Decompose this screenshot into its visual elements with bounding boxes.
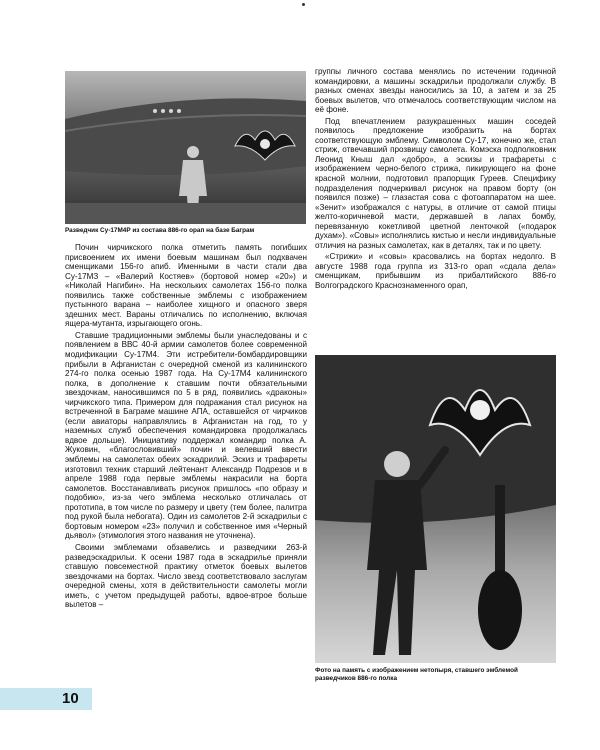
aircraft-photo-top-image — [65, 71, 306, 224]
text-column-left — [65, 243, 307, 612]
aircraft-photo-top — [65, 71, 306, 224]
photo-caption-bottom: Фото на память с изображением нетопыря, ставшего эмблемой разведчиков 886-го полка — [315, 667, 518, 682]
paragraph: Почин чирчикского полка отметить память погибших присвоением их имени боевым машинам был подхвачен сменщиками 156-го апиб. Именными в части стали два Су-17МЗ – «Валерий Костяев» (бортовой номер «20») и «Николай Нагибин». На нескольких самолетах 156-го полка появились также собственные эмблемы с изображением пустынного варана – наиболее хищного и опасного зверя здешних мест. Вараны отличались по исполнению, включая ящера-мутанта, изрыгающего огонь. — [65, 243, 307, 329]
paragraph: «Стрижи» и «совы» красовались на бортах недолго. В августе 1988 года группа из 313-го орап «сдала дела» сменщикам, прибывшим из прибалтийского 886-го Волгоградского Краснознаменного орап, — [315, 252, 556, 291]
paragraph: Под впечатлением разукрашенных машин соседей появилось предложение изобразить на бортах соответствующую эмблему. Символом Су-17, конечно же, стал стриж, отвечавший прозвищу самолета. Комэска подполковник Леонид Кныш дал «добро», а эскизы и трафареты с изображением черно-белого стрижа, пикирующего на фоне красной молнии, подготовил прапорщик Гуреев. Специфику подразделения подчеркивал рисунок на правом борту (он появился позже) – глазастая сова с фотоаппаратом на шее. «Зенит» изображался с натуры, в отличие от самой птицы желто-коричневой масти, державшей в лапах бомбу, перевязанную кокетливой цветной ленточкой («подарок духам»). «Совы» исполнялись кистью и несли индивидуальные отличия на разных самолетах, как в деталях, так и по цвету. — [315, 116, 556, 250]
photo-caption-top: Разведчик Су-17М4Р из состава 886-го орап на базе Баграм — [65, 227, 255, 234]
text-column-right — [315, 67, 556, 293]
paragraph: Своими эмблемами обзавелись и разведчики 263-й разведэскадрильи. К осени 1987 года в эскадрилье приняли ставшую повсеместной практику отметок боевых вылетов звездочками на бортах. Число звезд соответствовало заслугам очередной смены, хотя в действительности самолеты могли иметь, с учетом предыдущей работы, вдвое-втрое больше вылетов – — [65, 542, 307, 610]
paragraph: группы личного состава менялись по истечении годичной командировки, а машины эскадрильи продолжали службу. В разных сменах звезды наносились за 10, а затем и за 25 боевых вылетов, что отмечалось соответствующим числом на её фоне. — [315, 67, 556, 115]
page-mark — [302, 3, 305, 6]
aircraft-photo-bottom — [315, 355, 556, 663]
page-number: 10 — [62, 690, 79, 707]
aircraft-photo-bottom-image — [315, 355, 556, 663]
paragraph: Ставшие традиционными эмблемы были унаследованы и с появлением в ВВС 40-й армии самолетов более современной модификации Су-17М4. Эти истребители-бомбардировщики прибыли в Афганистан с очередной сменой из калининского 274-го полка осенью 1987 года. На Су-17М4 калининского полка, в дополнение к ставшим почти обязательными звездочкам, наносившимся по 5 в ряд, появились «драконы» чирчикского типа. Примером для подражания стал рисунок на встреченной в Баграме машине АПА, оставшейся от чирчиков (если авиаторы направлялись в Афганистан на год, то у наземных служб обеспечения командировка продолжалась вдвое дольше). Инициативу поддержал командир полка А. Жуковин, «благословивший» почин и велевший ввести эмблемы на самолетах обеих эскадрилий. Эскиз и трафареты изготовил техник старший лейтенант Александр Подрезов и в апреле 1988 года первые эмблемы накрасили на борта самолетов. Восстанавливать рисунок пришлось «по образу и подобию», из-за чего эмблема несколько отличалась от прототипа, в том числе по размеру и цвету (тем более, палитра под рукой была небогата). Один из самолетов 2-й эскадрильи с бортовым номером «23» получил и собственное имя «Черный дьявол» (этимология этого названия не уточнена). — [65, 330, 307, 541]
